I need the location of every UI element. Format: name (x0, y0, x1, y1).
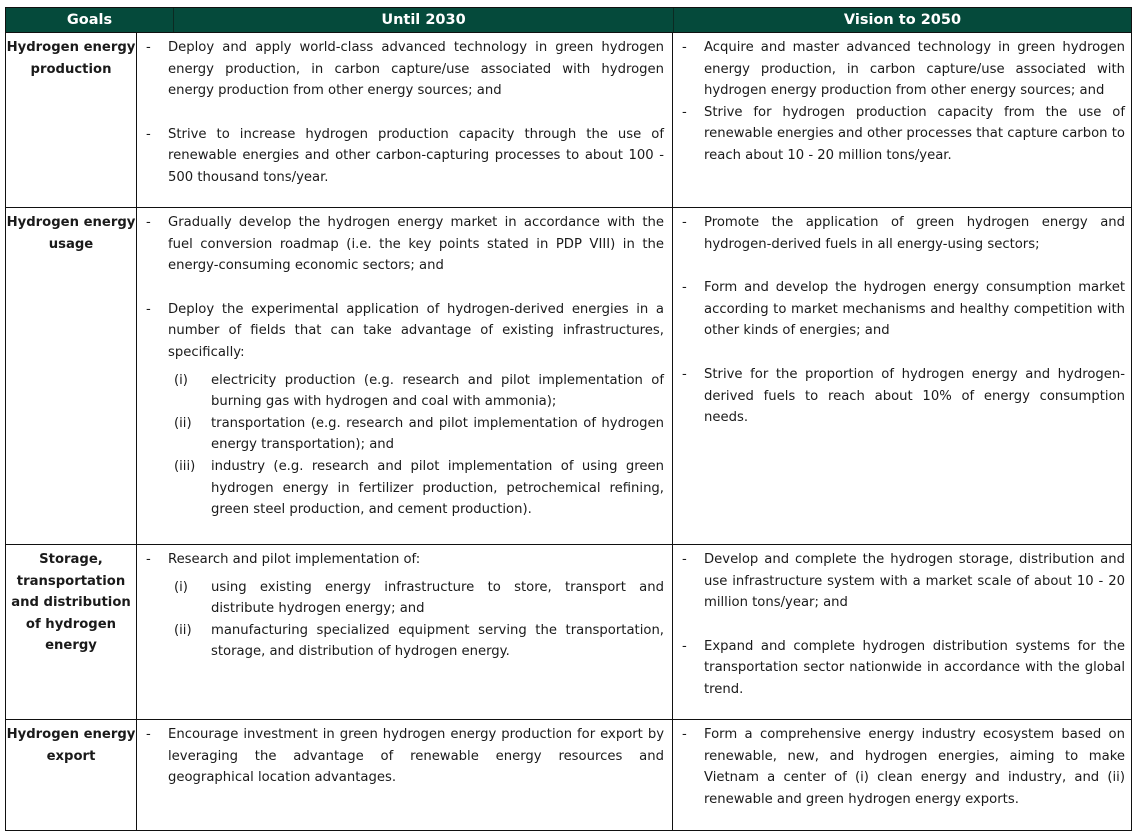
bullet-dash-icon: - (682, 104, 687, 120)
header-until-2030: Until 2030 (173, 8, 673, 32)
vision-2050-cell (672, 208, 1131, 544)
bullet-item (146, 724, 664, 789)
bullet-dash-icon: - (682, 638, 687, 654)
sub-item-number: (iii) (174, 458, 196, 474)
bullet-dash-icon: - (682, 215, 687, 230)
goal-cell: Hydrogen energy production (6, 40, 136, 77)
bullet-item (146, 549, 664, 571)
bullet-text: Research and pilot implementation of: (168, 552, 421, 567)
bullet-text: Promote the application of green hydrogen energy and hydrogen-derived fuels in all energy-using sectors; (704, 215, 1125, 252)
bullet-item (146, 299, 664, 364)
sub-item-text: industry (e.g. research and pilot implementation of using green hydrogen energy in fertilizer production, petrochemical refining, green steel production, and cement production). (211, 458, 664, 518)
sub-item-number: (i) (174, 372, 188, 388)
table-row (6, 32, 1131, 207)
sub-item-number: (ii) (174, 622, 192, 638)
until-2030-cell (136, 720, 672, 830)
goal-cell: Hydrogen energy export (6, 727, 136, 764)
vision-2050-cell (672, 33, 1131, 207)
table-row (6, 544, 1131, 719)
header-vision-2050: Vision to 2050 (673, 8, 1131, 32)
bullet-text: Gradually develop the hydrogen energy market in accordance with the fuel conversion roadmap (i.e. the key points stated in PDP VIII) in the energy-consuming economic sectors; and (168, 215, 664, 274)
bullet-dash-icon: - (682, 280, 687, 296)
sub-item (174, 370, 664, 413)
bullet-text: Deploy and apply world-class advanced technology in green hydrogen energy production, in carbon capture/use associated with hydrogen energy production from other energy sources; and (168, 40, 664, 99)
bullet-item (146, 37, 664, 102)
goal-cell: Storage, transportation and distribution of hydrogen energy (11, 552, 131, 653)
sub-item-number: (i) (174, 579, 188, 595)
bullet-dash-icon: - (146, 126, 151, 142)
table-row (6, 719, 1131, 830)
bullet-text: Expand and complete hydrogen distribution systems for the transportation sector nationwide in accordance with the global trend. (704, 638, 1125, 697)
bullet-text: Deploy the experimental application of hydrogen-derived energies in a number of fields that can take advantage of existing infrastructures, specifically: (168, 301, 664, 360)
bullet-text: Strive to increase hydrogen production capacity through the use of renewable energies and other carbon-capturing processes to about 100 - 500 thousand tons/year. (168, 126, 664, 185)
bullet-dash-icon: - (682, 727, 687, 742)
bullet-dash-icon: - (146, 301, 151, 317)
bullet-item (682, 277, 1125, 342)
bullet-dash-icon: - (682, 40, 687, 55)
table-header (6, 8, 1131, 32)
sub-item-text: transportation (e.g. research and pilot implementation of hydrogen energy transportation); and (211, 415, 664, 453)
bullet-item (146, 124, 664, 189)
sub-item (174, 456, 664, 521)
vision-2050-cell (672, 720, 1131, 830)
sub-item-text: using existing energy infrastructure to store, transport and distribute hydrogen energy; and (211, 579, 664, 617)
bullet-item (682, 364, 1125, 429)
goals-table (5, 7, 1132, 831)
bullet-dash-icon: - (146, 552, 151, 567)
table-row (6, 207, 1131, 544)
bullet-item (682, 37, 1125, 102)
sub-item (174, 577, 664, 620)
sub-item-text: electricity production (e.g. research and pilot implementation of burning gas with hydrogen and coal with ammonia); (211, 372, 664, 410)
bullet-dash-icon: - (682, 552, 687, 567)
bullet-item (682, 102, 1125, 167)
bullet-dash-icon: - (146, 215, 151, 230)
bullet-text: Form a comprehensive energy industry ecosystem based on renewable, new, and hydrogen energies, aiming to make Vietnam a center of (i) clean energy and industry, and (ii) renewable and green hydrogen energy exports. (704, 727, 1125, 807)
bullet-text: Strive for hydrogen production capacity from the use of renewable energies and other processes that capture carbon to reach about 10 - 20 million tons/year. (704, 104, 1125, 163)
sub-item (174, 620, 664, 663)
bullet-dash-icon: - (146, 40, 151, 55)
bullet-text: Form and develop the hydrogen energy consumption market according to market mechanisms and healthy competition with other kinds of energies; and (704, 280, 1125, 339)
sub-item (174, 413, 664, 456)
bullet-text: Acquire and master advanced technology in green hydrogen energy production, in carbon capture/use associated with hydrogen energy production from other energy sources; and (704, 40, 1125, 99)
bullet-dash-icon: - (682, 366, 687, 382)
until-2030-cell (136, 545, 672, 719)
bullet-text: Strive for the proportion of hydrogen energy and hydrogen-derived fuels to reach about 10% of energy consumption needs. (704, 366, 1125, 426)
until-2030-cell (136, 33, 672, 207)
bullet-item (682, 549, 1125, 614)
bullet-item (682, 724, 1125, 810)
bullet-dash-icon: - (146, 727, 151, 742)
until-2030-cell (136, 208, 672, 544)
bullet-text: Encourage investment in green hydrogen energy production for export by leveraging the advantage of renewable energy resources and geographical location advantages. (168, 727, 664, 786)
goal-cell: Hydrogen energy usage (6, 215, 136, 252)
bullet-item (682, 636, 1125, 701)
sub-item-text: manufacturing specialized equipment serving the transportation, storage, and distribution of hydrogen energy. (211, 622, 664, 660)
bullet-item (146, 212, 664, 277)
bullet-text: Develop and complete the hydrogen storage, distribution and use infrastructure system with a market scale of about 10 - 20 million tons/year; and (704, 552, 1125, 611)
header-goals: Goals (66, 12, 113, 28)
vision-2050-cell (672, 545, 1131, 719)
bullet-item (682, 212, 1125, 255)
sub-item-number: (ii) (174, 415, 192, 431)
